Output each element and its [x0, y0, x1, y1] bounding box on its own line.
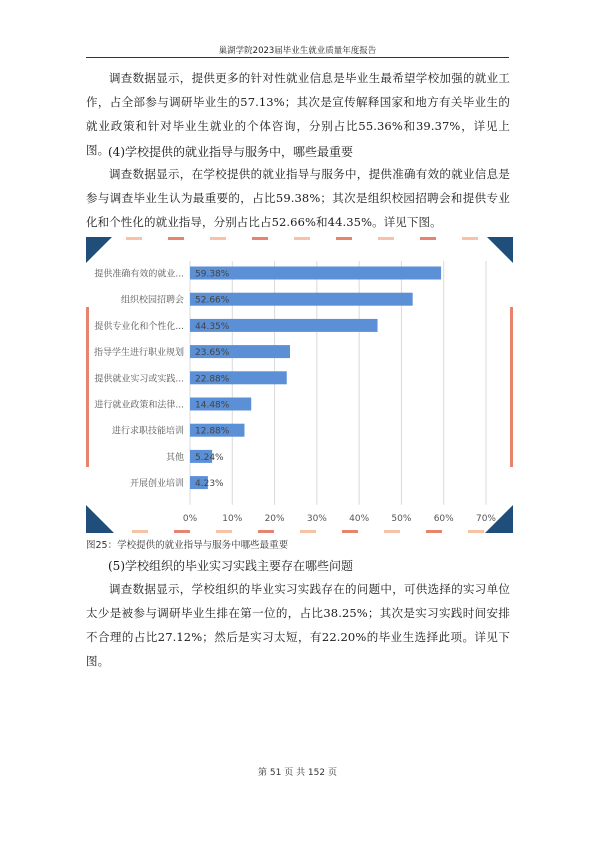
data-label: 22.88% — [195, 374, 230, 385]
paragraph-2: 调查数据显示，在学校提供的就业指导与服务中，提供准确有效的就业信息是参与调查毕业生认为最重要的，占比59.38%；其次是组织校园招聘会和提供专业化和个性化的就业指导，分别占比占52.66%和44.35%。详见下图。 — [86, 167, 510, 229]
data-label: 23.65% — [195, 348, 230, 359]
category-label: 进行求职技能培训 — [111, 426, 184, 437]
chart-category-labels — [94, 268, 184, 490]
edge-accent-bottom — [426, 530, 442, 533]
data-label: 52.66% — [195, 295, 230, 306]
edge-accent-bottom — [174, 530, 190, 533]
edge-accent-top — [168, 237, 184, 240]
data-label: 44.35% — [195, 321, 230, 332]
edge-accent-bottom — [384, 530, 400, 533]
edge-accent-bottom — [132, 530, 148, 533]
category-label: 开展创业培训 — [129, 479, 184, 490]
edge-accent-top — [378, 237, 394, 240]
edge-accent-bottom — [468, 530, 484, 533]
data-label: 59.38% — [195, 269, 230, 280]
x-tick-label: 60% — [433, 513, 454, 524]
paragraph-3: 调查数据显示，学校组织的毕业实习实践存在的问题中，可供选择的实习单位太少是被参与调研毕业生排在第一位的，占比38.25%；其次是实习实践时间安排不合理的占比27.12%；然后是实习太短，有22.20%的毕业生选择此项。详见下图。 — [86, 582, 510, 668]
edge-accent-top — [126, 237, 142, 240]
chart-x-tick-labels — [183, 514, 497, 524]
edge-accent-bottom — [258, 530, 274, 533]
category-label: 其他 — [165, 452, 184, 463]
section-heading-4: (4)学校提供的就业指导与服务中，哪些最重要 — [108, 145, 353, 159]
bar-chart — [86, 237, 513, 533]
category-label: 提供专业化和个性化... — [94, 321, 184, 332]
page-footer: 第 51 页 共 152 页 — [258, 768, 337, 778]
x-tick-label: 50% — [391, 513, 412, 524]
edge-accent-right — [510, 307, 513, 467]
data-label: 5.24% — [195, 452, 224, 463]
section-heading-5: (5)学校组织的毕业实习实践主要存在哪些问题 — [108, 559, 353, 573]
figure-caption: 图25：学校提供的就业指导与服务中哪些最重要 — [86, 540, 289, 551]
edge-accent-top — [252, 237, 268, 240]
edge-accent-top — [420, 237, 436, 240]
category-label: 指导学生进行职业规划 — [93, 348, 184, 359]
category-label: 提供就业实习或实践... — [94, 374, 184, 385]
category-label: 进行就业政策和法律... — [94, 400, 184, 411]
edge-accent-top — [294, 237, 310, 240]
corner-bottom-left — [86, 505, 114, 533]
category-label: 组织校园招聘会 — [120, 295, 184, 306]
data-label: 12.88% — [195, 426, 230, 437]
data-label: 4.23% — [195, 479, 224, 490]
x-tick-label: 10% — [222, 513, 243, 524]
edge-accent-top — [336, 237, 352, 240]
chart-data-labels — [195, 270, 230, 490]
paragraph-1: 调查数据显示，提供更多的针对性就业信息是毕业生最希望学校加强的就业工作，占全部参与调研毕业生的57.13%；其次是宣传解释国家和地方有关毕业生的就业政策和针对毕业生就业的个体咨询，分别占比55.36%和39.37%，详见上图。 — [86, 71, 510, 157]
data-label: 14.48% — [195, 400, 230, 411]
x-tick-label: 20% — [264, 513, 285, 524]
header-rule — [86, 57, 509, 58]
edge-accent-bottom — [216, 530, 232, 533]
corner-top-right — [487, 237, 513, 263]
edge-accent-bottom — [300, 530, 316, 533]
edge-accent-bottom — [342, 530, 358, 533]
running-header: 巢湖学院2023届毕业生就业质量年度报告 — [218, 46, 377, 56]
edge-accent-top — [210, 237, 226, 240]
corner-top-left — [86, 237, 112, 263]
category-label: 提供准确有效的就业... — [94, 269, 184, 280]
x-tick-label: 0% — [182, 513, 198, 524]
x-tick-label: 30% — [306, 513, 327, 524]
chart-figure — [86, 237, 513, 533]
x-tick-label: 70% — [475, 513, 497, 524]
edge-accent-top — [462, 237, 478, 240]
edge-accent-left — [86, 307, 89, 467]
x-tick-label: 40% — [349, 513, 370, 524]
